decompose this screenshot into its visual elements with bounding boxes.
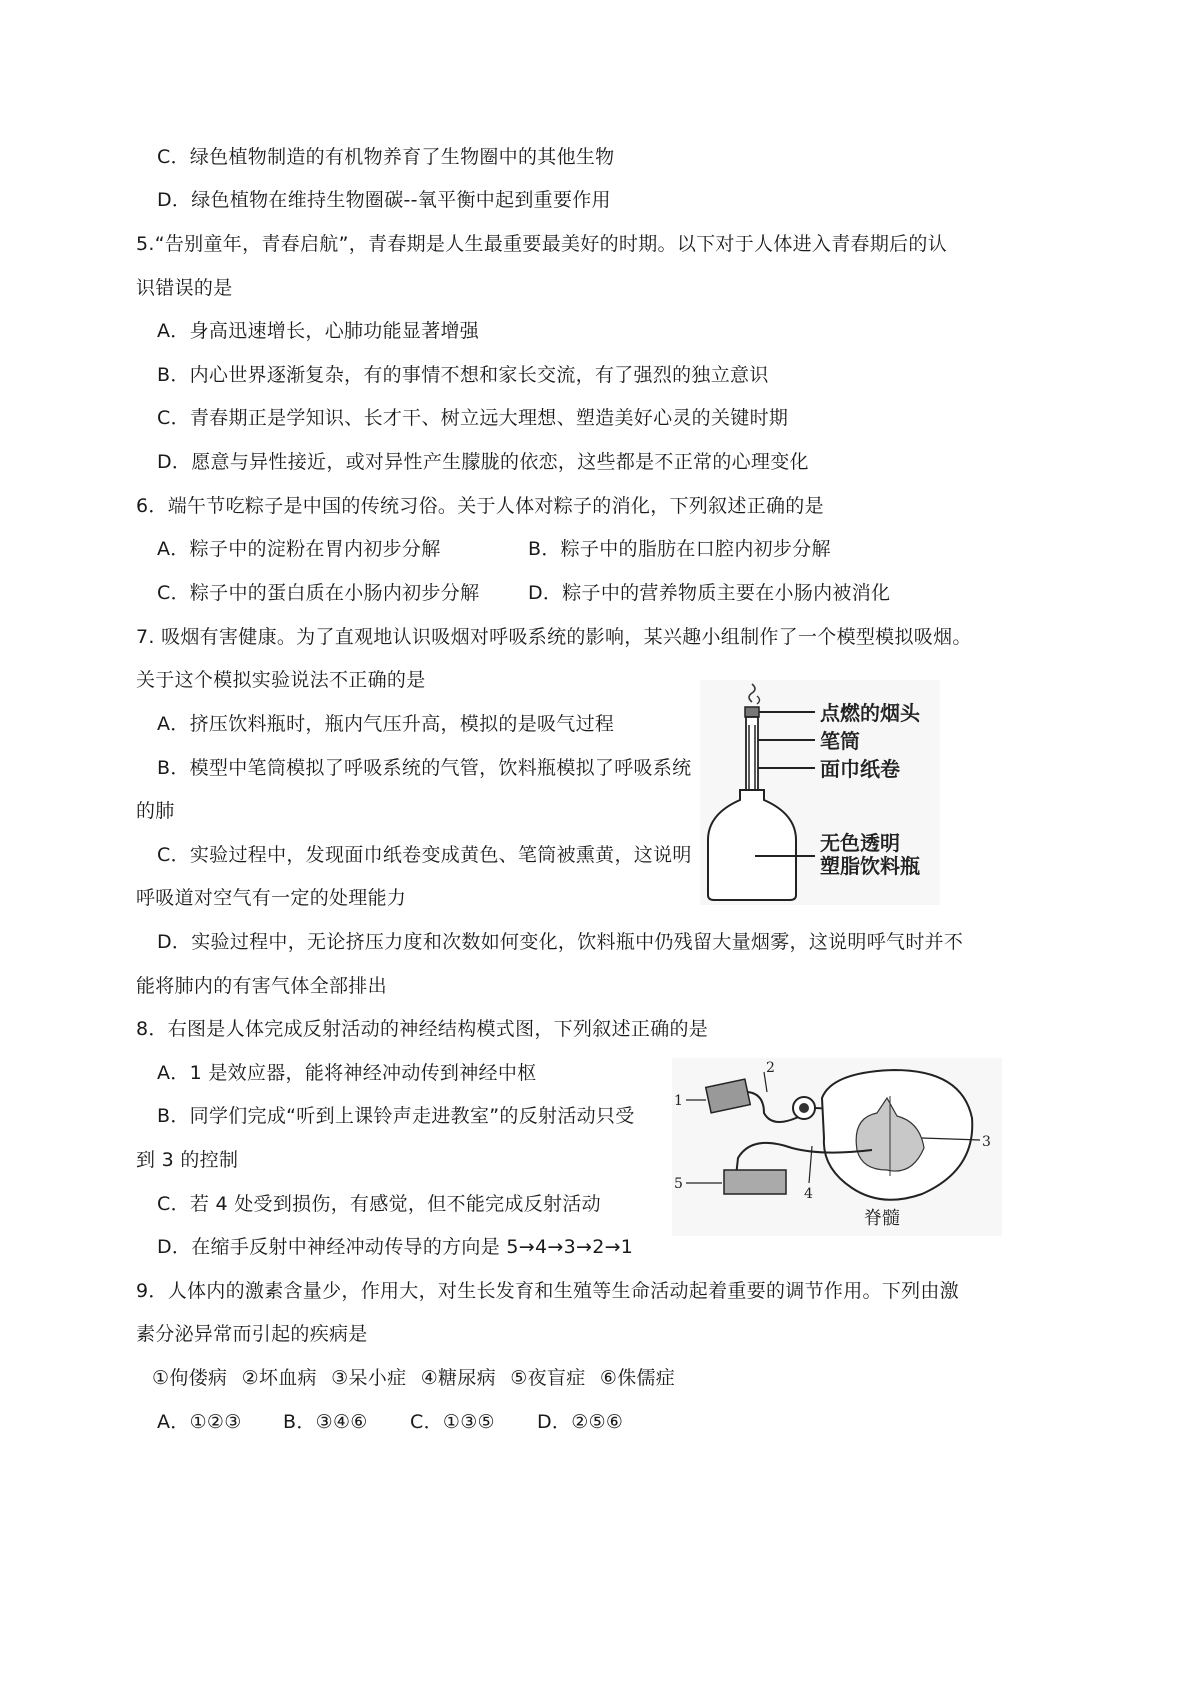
q6-option-b: B．粽子中的脂肪在口腔内初步分解 (528, 538, 831, 560)
q9-option-d: D．②⑤⑥ (537, 1411, 624, 1433)
q7-option-d-line2: 能将肺内的有害气体全部排出 (136, 975, 387, 997)
q7-option-a: A．挤压饮料瓶时，瓶内气压升高，模拟的是吸气过程 (157, 713, 615, 735)
smoking-model-figure (700, 680, 940, 905)
q5-stem-line1: 5.“告别童年，青春启航”，青春期是人生最重要最美好的时期。以下对于人体进入青春期后的认 (136, 233, 948, 255)
q9-stem-line2: 素分泌异常而引起的疾病是 (136, 1323, 368, 1345)
q8-option-b-line1: B．同学们完成“听到上课铃声走进教室”的反射活动只受 (157, 1105, 635, 1127)
q7-stem-line1: 7. 吸烟有害健康。为了直观地认识吸烟对呼吸系统的影响，某兴趣小组制作了一个模型模拟吸烟。 (136, 626, 972, 648)
q8-stem: 8．右图是人体完成反射活动的神经结构模式图，下列叙述正确的是 (136, 1018, 709, 1040)
q5-option-d: D．愿意与异性接近，或对异性产生朦胧的依恋，这些都是不正常的心理变化 (157, 451, 809, 473)
q4-option-c: C．绿色植物制造的有机物养育了生物圈中的其他生物 (157, 146, 615, 168)
label-3: 3 (982, 1134, 991, 1150)
q7-option-b-line1: B．模型中笔筒模拟了呼吸系统的气管，饮料瓶模拟了呼吸系统 (157, 757, 692, 779)
q7-stem-line2: 关于这个模拟实验说法不正确的是 (136, 669, 426, 691)
q6-option-c: C．粽子中的蛋白质在小肠内初步分解 (157, 582, 480, 604)
q7-option-c-line1: C．实验过程中，发现面巾纸卷变成黄色、笔筒被熏黄，这说明 (157, 844, 692, 866)
label-pen-tube: 笔筒 (820, 729, 860, 753)
q8-option-c: C．若 4 处受到损伤，有感觉，但不能完成反射活动 (157, 1193, 601, 1215)
q4-option-d: D．绿色植物在维持生物圈碳--氧平衡中起到重要作用 (157, 189, 611, 211)
q7-option-b-line2: 的肺 (136, 800, 175, 822)
q8-option-d: D．在缩手反射中神经冲动传导的方向是 5→4→3→2→1 (157, 1236, 634, 1258)
reflex-arc-figure (672, 1058, 1002, 1236)
q5-option-b: B．内心世界逐渐复杂，有的事情不想和家长交流，有了强烈的独立意识 (157, 364, 769, 386)
label-spinal-cord: 脊髓 (864, 1208, 900, 1229)
cigarette-tip (745, 707, 759, 717)
q9-option-b: B．③④⑥ (283, 1411, 368, 1433)
q5-stem-line2: 识错误的是 (136, 277, 233, 299)
q9-option-c: C．①③⑤ (410, 1411, 495, 1433)
label-4: 4 (804, 1186, 813, 1202)
effector-shape (724, 1170, 786, 1194)
smoke-icon (749, 684, 755, 702)
q5-option-a: A．身高迅速增长，心肺功能显著增强 (157, 320, 480, 342)
q9-option-a: A．①②③ (157, 1411, 242, 1433)
q7-option-d-line1: D．实验过程中，无论挤压力度和次数如何变化，饮料瓶中仍残留大量烟雾，这说明呼气时并不 (157, 931, 964, 953)
plastic-bottle (708, 790, 796, 900)
label-bottle-line2: 塑脂饮料瓶 (820, 854, 920, 878)
q6-stem: 6．端午节吃粽子是中国的传统习俗。关于人体对粽子的消化，下列叙述正确的是 (136, 495, 824, 517)
q5-option-c: C．青春期正是学知识、长才干、树立远大理想、塑造美好心灵的关键时期 (157, 407, 789, 429)
label-cigarette: 点燃的烟头 (820, 701, 920, 725)
receptor-shape (706, 1079, 751, 1113)
label-tissue-roll: 面巾纸卷 (820, 757, 900, 781)
label-1: 1 (674, 1093, 683, 1109)
q7-option-c-line2: 呼吸道对空气有一定的处理能力 (136, 887, 407, 909)
q6-option-a: A．粽子中的淀粉在胃内初步分解 (157, 538, 441, 560)
label-2: 2 (766, 1060, 775, 1076)
q6-option-d: D．粽子中的营养物质主要在小肠内被消化 (528, 582, 891, 604)
q9-stem-line1: 9．人体内的激素含量少，作用大，对生长发育和生殖等生命活动起着重要的调节作用。下列由激 (136, 1280, 959, 1302)
pen-tube (746, 717, 758, 795)
q9-disease-list: ①佝偻病 ②坏血病 ③呆小症 ④糖尿病 ⑤夜盲症 ⑥侏儒症 (152, 1367, 676, 1389)
label-bottle-line1: 无色透明 (820, 831, 900, 855)
q8-option-a: A．1 是效应器，能将神经冲动传到神经中枢 (157, 1062, 537, 1084)
q8-option-b-line2: 到 3 的控制 (136, 1149, 239, 1171)
label-5: 5 (674, 1176, 683, 1192)
